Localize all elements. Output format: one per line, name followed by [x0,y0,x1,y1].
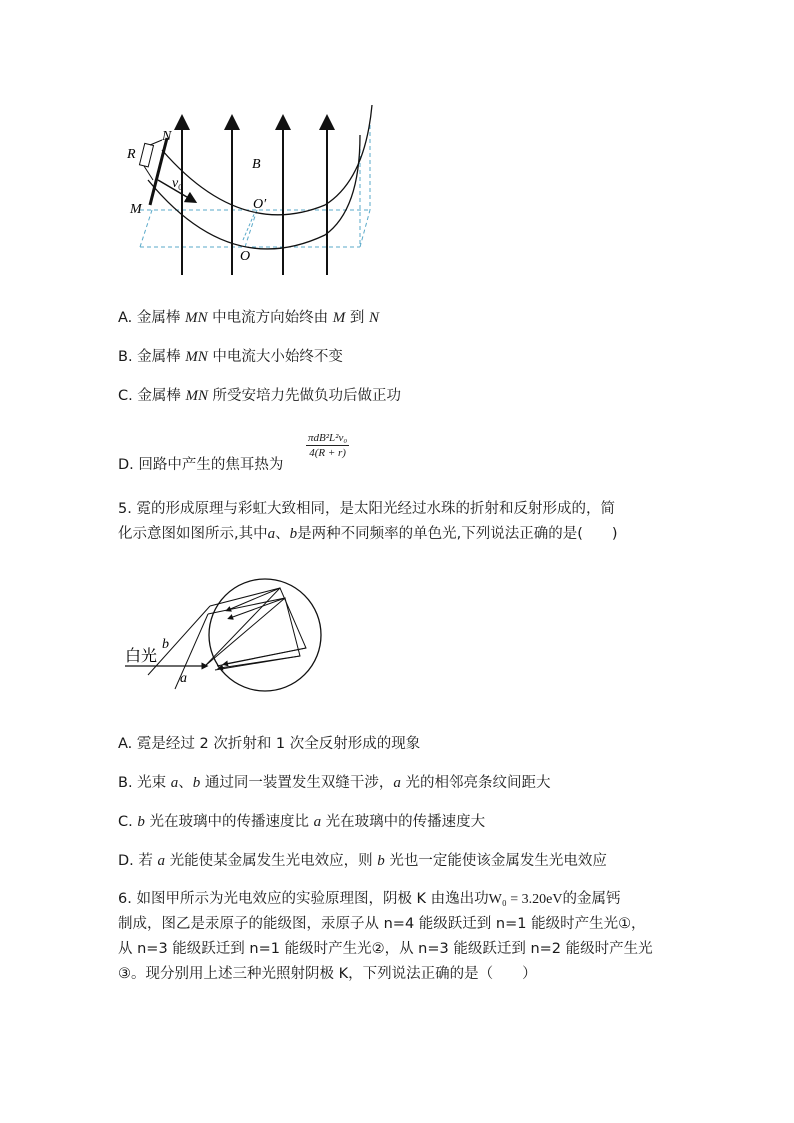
joule-heat-formula: πdB²L²v₀ 4(R + r) [308,432,348,459]
q5-option-b: B. 光束 a、b 通过同一装置发生双缝干涉，a 光的相邻亮条纹间距大 [118,775,551,791]
work-function: W₀ = 3.20eV [488,892,563,907]
q4-option-d: D. 回路中产生的焦耳热为 [118,457,284,473]
q5-option-a: A. 霓是经过 2 次折射和 1 次全反射形成的现象 [118,736,421,752]
resistor-r [139,143,153,167]
label-v0: $v_0$ [172,176,183,192]
rail-back [162,105,372,215]
droplet-figure [120,578,335,698]
q4-option-a: A. 金属棒 MN 中电流方向始终由 M 到 N [118,310,379,326]
label-o: O [240,249,251,264]
rails-figure [120,100,390,280]
q5-option-c: C. b 光在玻璃中的传播速度比 a 光在玻璃中的传播速度大 [118,814,486,830]
label-r: R [127,147,136,162]
label-a: a [180,671,187,686]
q6-stem-line3: 从 n=3 能级跃迁到 n=1 能级时产生光②，从 n=3 能级跃迁到 n=2 能级时产生光 [118,941,653,957]
q4-option-b: B. 金属棒 MN 中电流大小始终不变 [118,349,343,365]
label-white-light: 白光 [125,646,158,665]
label-m: M [130,202,142,217]
q5-stem-line1: 5. 霓的形成原理与彩虹大致相同，是太阳光经过水珠的折射和反射形成的，简 [118,501,615,517]
label-n: N [162,129,172,144]
q5-option-d: D. 若 a 光能使某金属发生光电效应，则 b 光也一定能使该金属发生光电效应 [118,853,607,869]
q4-option-c: C. 金属棒 MN 所受安培力先做负功后做正功 [118,388,402,404]
label-o-prime: O′ [253,197,267,212]
q5-stem-line2: 化示意图如图所示,其中a、b是两种不同频率的单色光,下列说法正确的是( ) [118,526,618,542]
label-b: b [162,637,169,652]
water-droplet [209,579,321,691]
q6-stem-line2: 制成，图乙是汞原子的能级图，汞原子从 n=4 能级跃迁到 n=1 能级时产生光①， [118,916,646,932]
q6-stem-line4: ③。现分别用上述三种光照射阴极 K，下列说法正确的是（ ） [118,966,537,982]
q6-stem-line1: 6. 如图甲所示为光电效应的实验原理图，阴极 K 由逸出功W₀ = 3.20eV的金属钙 [118,891,621,907]
label-b: B [252,157,261,172]
